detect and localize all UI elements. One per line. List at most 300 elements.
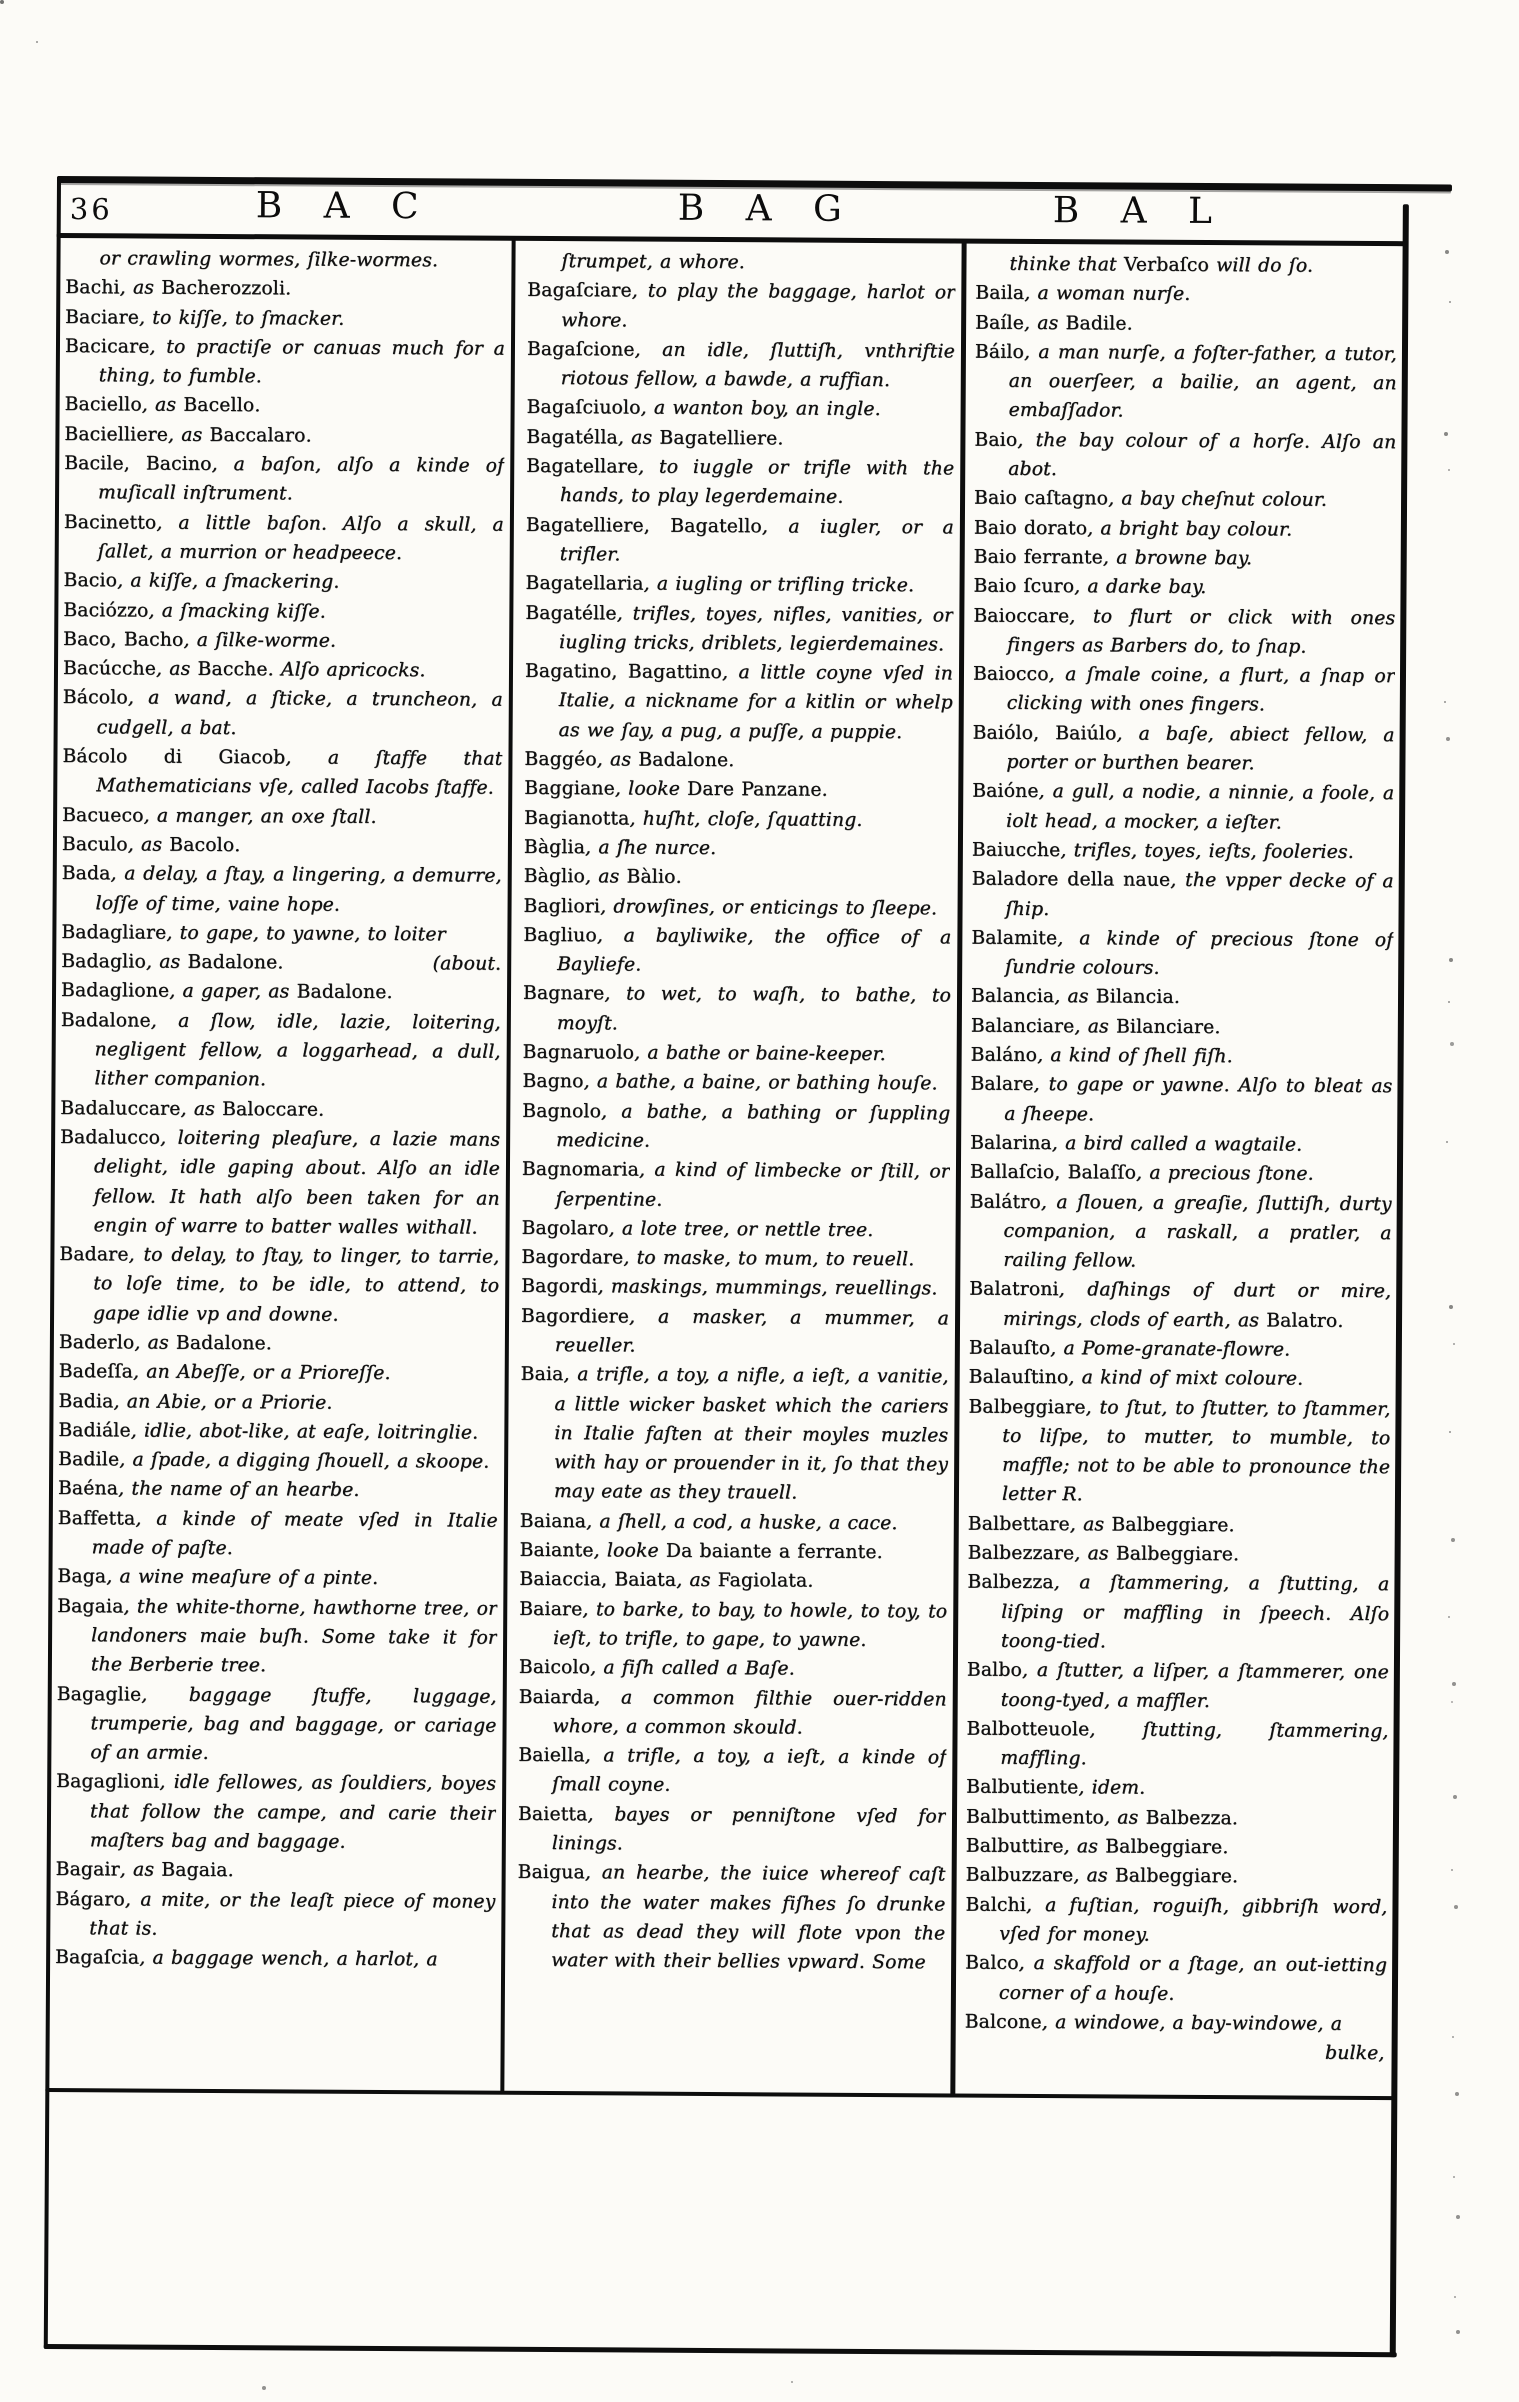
entry-definition: , a baſe, abiect fellow, a porter or burthen bearer. xyxy=(1006,723,1395,775)
cross-reference: Bilancia xyxy=(1095,986,1174,1009)
entry-definition: , to play the baggage, harlot or whore. xyxy=(561,280,956,332)
entry-definition: , a bright bay colour. xyxy=(1087,517,1293,541)
dictionary-entry xyxy=(523,979,951,1040)
entry-headword: Bagaſciuolo xyxy=(526,397,641,420)
entry-definition: , as Bagaia. xyxy=(119,1859,234,1882)
entry-headword: Bacicare xyxy=(64,335,150,358)
entry-headword: Bácolo di Giacob xyxy=(62,746,286,769)
entry-continuation xyxy=(527,247,955,279)
entry-headword: Baio ferrante xyxy=(973,546,1104,569)
dictionary-entry xyxy=(65,273,505,305)
cross-reference: Bacello xyxy=(183,395,255,417)
cross-reference: Balbeggiare xyxy=(1114,1865,1233,1888)
entry-headword: Bagatellare xyxy=(526,455,639,478)
dictionary-entry xyxy=(517,1858,946,1978)
dictionary-entry xyxy=(526,423,954,455)
dictionary-entry xyxy=(64,508,504,569)
dictionary-entry xyxy=(522,1096,950,1157)
entry-definition: , looke Dare Panzane. xyxy=(614,778,828,802)
entry-headword: Baiarda xyxy=(518,1686,595,1708)
dictionary-entry xyxy=(524,862,952,894)
entry-headword: Bachi xyxy=(65,277,120,299)
entry-definition: , a browne bay. xyxy=(1102,547,1253,570)
entry-definition: , a gull, a nodie, a ninnie, a foole, a iolt head, a mocker, a ieſter. xyxy=(1006,781,1395,834)
entry-headword: Baíle xyxy=(975,312,1025,334)
entry-definition: , bayes or penniſtone vſed for linings. xyxy=(551,1803,947,1855)
entry-headword: Baffetta xyxy=(57,1507,136,1530)
entry-definition: , to ſtut, to ſtutter, to ſtammer, to liſpe, to mutter, to mumble, to maffle; not to be able to pronounce the letter R. xyxy=(1001,1396,1391,1506)
cross-reference: Balbeggiare xyxy=(1105,1836,1223,1859)
entry-headword: Baciello xyxy=(64,394,142,416)
dictionary-entry xyxy=(972,718,1394,779)
dictionary-entry xyxy=(65,391,505,423)
entry-definition: , a ſilke-worme. xyxy=(183,629,337,652)
entry-headword: Bàglia xyxy=(523,836,586,859)
entry-headword: Bagatélle xyxy=(525,602,617,624)
dictionary-entry xyxy=(523,891,951,923)
entry-definition: , a wine meaſure of a pinte. xyxy=(106,1566,379,1590)
guide-word-bag: BAG xyxy=(677,187,884,231)
entry-headword: Badalucco xyxy=(60,1126,161,1149)
dictionary-entry xyxy=(55,1943,495,1975)
entry-headword: Baigua xyxy=(517,1862,585,1884)
entry-definition: , a wand, a ſticke, a truncheon, a cudgell, a bat. xyxy=(96,687,503,739)
entry-headword: Baiare xyxy=(519,1598,583,1620)
entry-definition: , an Abie, or a Priorie. xyxy=(113,1390,333,1414)
dictionary-entry xyxy=(966,1714,1388,1775)
dictionary-entry xyxy=(56,1767,497,1858)
dictionary-entry xyxy=(63,566,503,598)
entry-definition: , drowſines, or enticings to ſleepe. xyxy=(600,895,938,919)
entry-headword: Balbuttimento xyxy=(965,1806,1105,1829)
entry-definition: , a precious ſtone. xyxy=(1136,1162,1314,1185)
dictionary-entry xyxy=(519,1565,947,1597)
entry-headword: Bàglio xyxy=(523,866,586,888)
entry-headword: Baietta xyxy=(517,1803,588,1825)
entry-definition: , a ſhell, a cod, a huske, a cace. xyxy=(586,1511,898,1534)
entry-headword: Bacile, Bacino xyxy=(64,453,212,476)
entry-definition: , to delay, to ſtay, to linger, to tarrie, to loſe time, to be idle, to attend, to gape idlie vp and downe. xyxy=(93,1244,500,1326)
entry-definition: , as Balbeggiare. xyxy=(1074,1543,1240,1566)
dictionary-entry xyxy=(524,803,952,835)
entry-headword: Bacúcche xyxy=(62,658,157,680)
dictionary-entry xyxy=(974,513,1396,545)
dictionary-entry xyxy=(64,449,504,510)
cross-reference: Bacolo xyxy=(169,834,235,857)
entry-definition: , loitering pleaſure, a lazie mans delight, idle gaping about. Alſo an idle fellow. It hath alſo been taken for an engin of warre to batter walles withall. xyxy=(93,1127,501,1239)
entry-headword: Baggéo xyxy=(524,748,597,771)
entry-headword: Balamite xyxy=(971,927,1058,949)
dictionary-entry xyxy=(59,1240,500,1331)
cross-reference: Fagiolata xyxy=(717,1570,808,1592)
entry-headword: Baio caſtagno xyxy=(974,487,1109,510)
entry-headword: Baculo xyxy=(61,833,128,856)
entry-definition: , idem. xyxy=(1078,1777,1146,1800)
entry-definition: , a masker, a mummer, a reueller. xyxy=(554,1306,950,1357)
entry-definition: , to barke, to bay, to howle, to toy, to ieſt, to trifle, to gape, to yawne. xyxy=(553,1598,948,1651)
entry-definition: , a ſlouen, a greaſie, ſluttiſh, durty companion, a raskall, a pratler, a railing fellow. xyxy=(1003,1191,1392,1272)
entry-headword: Balancia xyxy=(970,986,1055,1008)
entry-headword: Bagno xyxy=(522,1071,584,1093)
entry-definition: , idlie, abot-like, at eaſe, loitringlie. xyxy=(130,1420,479,1444)
entry-definition: , an Abeſſe, or a Prioreſſe. xyxy=(132,1361,391,1385)
entry-definition: , a kind of ſhell fiſh. xyxy=(1037,1045,1233,1068)
dictionary-entry xyxy=(518,1741,946,1802)
dictionary-entry xyxy=(968,1539,1390,1571)
dictionary-entry xyxy=(974,543,1396,575)
entry-headword: Badagliare xyxy=(61,921,167,944)
dictionary-entry xyxy=(969,1363,1391,1395)
entry-headword: Balbotteuole xyxy=(966,1718,1090,1741)
dictionary-entry xyxy=(518,1682,946,1743)
dictionary-entry xyxy=(523,921,951,982)
entry-definition: , maskings, mummings, reuellings. xyxy=(597,1276,938,1300)
cross-reference: Bacche xyxy=(197,659,268,681)
entry-headword: Bacielliere xyxy=(64,423,169,446)
entry-definition: , a iugling or trifling tricke. xyxy=(643,573,915,597)
entry-definition: , as Badalone. xyxy=(134,1332,273,1355)
entry-continuation xyxy=(65,244,505,276)
entry-headword: Baiólo, Baiúlo xyxy=(972,722,1117,745)
entry-headword: Badile xyxy=(58,1449,120,1471)
dictionary-entry xyxy=(523,1038,951,1070)
entry-headword: Balatroni xyxy=(969,1278,1059,1301)
entry-definition: , a bathe or baine-keeper. xyxy=(634,1042,886,1066)
dictionary-entry xyxy=(967,1656,1389,1717)
entry-headword: Balbettare xyxy=(967,1513,1070,1535)
dictionary-entry xyxy=(973,572,1395,604)
cross-reference: Bilanciare xyxy=(1115,1016,1215,1038)
dictionary-entry xyxy=(975,279,1397,311)
cross-reference: Badalone xyxy=(638,749,729,772)
entry-definition: , a ſtaffe that Mathematicians vſe, called Iacobs ſtaffe. xyxy=(96,747,503,800)
entry-definition: , as Fagiolata. xyxy=(676,1570,814,1592)
entry-definition: , a iugler, or a trifler. xyxy=(559,515,954,566)
entry-headword: Bagatino, Bagattino xyxy=(524,661,723,684)
entry-headword: Baio ſcuro xyxy=(973,575,1075,598)
dictionary-entry xyxy=(974,425,1396,486)
entry-definition: , idle fellowes, as ſouldiers, boyes that follow the campe, and carie their maſters bag and baggage. xyxy=(89,1772,497,1853)
dictionary-entry xyxy=(966,1773,1388,1805)
entry-definition: , as Balbezza. xyxy=(1103,1807,1239,1829)
entry-headword: Bacueco xyxy=(62,804,144,827)
dictionary-entry xyxy=(58,1445,498,1477)
entry-headword: Baioccare xyxy=(973,605,1070,627)
dictionary-entry xyxy=(527,393,955,425)
entry-definition: , a baggage wench, a harlot, a xyxy=(139,1947,438,1971)
text-column-2 xyxy=(516,247,955,2102)
dictionary-entry xyxy=(519,1653,947,1685)
cross-reference: Bagaia xyxy=(161,1859,228,1882)
entry-definition: , a gaper, as Badalone. xyxy=(169,981,393,1004)
entry-definition: , to maske, to mum, to reuell. xyxy=(623,1247,915,1271)
dictionary-entry xyxy=(61,918,501,950)
cross-reference: Balbeggiare xyxy=(1115,1543,1234,1566)
entry-headword: Balco xyxy=(965,1952,1019,1975)
entry-definition: , as Balbeggiare. xyxy=(1073,1865,1239,1888)
dictionary-entry xyxy=(972,836,1394,868)
entry-definition: , as Bacello. xyxy=(141,394,261,417)
entry-definition: , a ſhe nurce. xyxy=(585,837,717,859)
entry-definition: , a bathe, a baine, or bathing houſe. xyxy=(583,1071,938,1095)
text-column-1 xyxy=(54,244,505,2099)
entry-headword: Balauſtino xyxy=(968,1366,1069,1389)
entry-headword: Balbeggiare xyxy=(968,1396,1086,1418)
dictionary-entry xyxy=(521,1302,949,1363)
entry-headword: Bagatellaria xyxy=(525,573,644,595)
dictionary-entry xyxy=(973,601,1395,662)
entry-definition: , as Balbeggiare. xyxy=(1063,1836,1229,1859)
dictionary-entry xyxy=(971,923,1393,984)
dictionary-entry xyxy=(57,1592,498,1683)
entry-headword: Baga xyxy=(57,1566,107,1588)
entry-headword: Badaluccare xyxy=(60,1097,181,1120)
dictionary-entry xyxy=(61,947,501,979)
dictionary-entry xyxy=(527,335,955,396)
dictionary-entry xyxy=(57,1562,497,1594)
entry-definition: , the white-thorne, hawthorne tree, or landoners maie buſh. Some take it for the Berberie tree. xyxy=(90,1596,498,1677)
entry-headword: Báilo xyxy=(974,341,1025,363)
entry-headword: Baióne xyxy=(972,780,1039,803)
entry-definition: , a bayliwike, the office of a Bayliefe. xyxy=(557,925,952,976)
entry-continuation xyxy=(975,250,1397,282)
dictionary-entry xyxy=(59,1357,499,1389)
entry-headword: Baderlo xyxy=(58,1331,135,1354)
dictionary-entry xyxy=(521,1243,949,1275)
dictionary-entry xyxy=(63,596,503,628)
entry-definition: , a little coyne vſed in Italie, a nickname for a kitlin or whelp as we ſay, a pug, a puſſe, a puppie. xyxy=(558,662,954,743)
dictionary-entry xyxy=(58,1416,498,1448)
entry-definition: , looke Da baiante a ferrante. xyxy=(593,1540,883,1564)
entry-definition: , huſht, cloſe, ſquatting. xyxy=(629,808,863,831)
dictionary-entry xyxy=(969,1187,1392,1277)
dictionary-entry xyxy=(970,1070,1392,1131)
entry-headword: Bagnare xyxy=(522,983,605,1005)
entry-definition: , as Baloccare. xyxy=(180,1098,325,1121)
entry-headword: Badiále xyxy=(58,1419,131,1442)
entry-headword: Bagaia xyxy=(57,1595,124,1618)
entry-definition: , to gape, to yawne, to loiter xyxy=(166,922,446,946)
entry-headword: Baiella xyxy=(518,1744,585,1767)
entry-headword: Bagordiere xyxy=(521,1305,630,1328)
dictionary-entry xyxy=(526,511,954,572)
entry-definition: , a common filthie ouer-ridden whore, a common skould. xyxy=(552,1686,947,1739)
dictionary-entry xyxy=(964,2007,1386,2068)
dictionary-entry xyxy=(970,1128,1392,1160)
dictionary-entry xyxy=(62,801,502,833)
entry-headword: Balare xyxy=(970,1073,1034,1096)
dictionary-entry xyxy=(524,745,952,777)
entry-definition: , trifles, toyes, nifles, vanities, or iugling tricks, driblets, legierdemaines. xyxy=(559,602,954,656)
entry-headword: Baggiane xyxy=(524,778,615,800)
entry-headword: Bagliuo xyxy=(523,924,597,947)
entry-headword: Baia xyxy=(520,1364,564,1386)
entry-headword: Baiaccia, Baiata xyxy=(519,1569,677,1592)
entry-definition: , ſtutting, ſtammering, maffling. xyxy=(1000,1719,1389,1770)
dictionary-entry xyxy=(974,484,1396,516)
entry-definition: , as Badalone. xyxy=(145,951,284,974)
entry-definition: , an idle, ſluttiſh, vnthriftie riotous fellow, a bawde, a ruffian. xyxy=(560,339,956,392)
dictionary-entry xyxy=(58,1387,498,1419)
dictionary-entry xyxy=(975,337,1398,427)
dictionary-entry xyxy=(520,1360,949,1509)
entry-definition: , to practiſe or canuas much for a thing, to fumble. xyxy=(98,336,506,388)
entry-definition: , a manger, an oxe ſtall. xyxy=(143,805,377,828)
entry-headword: Bagaſcia xyxy=(55,1947,140,1969)
dictionary-entry xyxy=(972,777,1394,838)
entry-headword: Balbuzzare xyxy=(965,1864,1074,1887)
cross-reference: Badalone xyxy=(175,1332,266,1355)
entry-headword: Bagaſciare xyxy=(527,280,632,302)
entry-headword: Baio dorato xyxy=(973,517,1088,539)
cross-reference: Bàlio xyxy=(626,866,676,889)
entry-headword: Bada xyxy=(61,863,111,885)
entry-headword: Bagnolo xyxy=(522,1100,602,1122)
entry-definition: or crawling wormes, ſilke-wormes. xyxy=(99,248,439,272)
dictionary-entry xyxy=(522,1214,950,1246)
dictionary-entry xyxy=(60,1094,500,1126)
entry-definition: , a skaffold or a ſtage, an out-ietting corner of a houſe. xyxy=(998,1953,1388,2005)
dictionary-entry xyxy=(966,1832,1388,1864)
entry-definition: , the bay colour of a horſe. Alſo an abot. xyxy=(1008,429,1397,481)
entry-definition: , the name of an hearbe. xyxy=(118,1478,360,1502)
entry-definition: , a ſmale coine, a flurt, a ſnap or clicking with ones fingers. xyxy=(1006,664,1396,716)
dictionary-entry xyxy=(62,742,502,803)
entry-definition: , a fiſh called a Baſe. xyxy=(590,1657,795,1680)
entry-definition: , as Badalone. xyxy=(596,749,735,772)
entry-definition: , to wet, to waſh, to bathe, to moyſt. xyxy=(556,983,952,1035)
entry-definition: , baggage ſtuffe, luggage, trumperie, bag and baggage, or cariage of an armie. xyxy=(90,1684,497,1765)
entry-definition: , trifles, toyes, ieſts, fooleries. xyxy=(1060,840,1354,863)
cross-reference: Dare Panzane xyxy=(687,779,822,802)
dictionary-entry xyxy=(967,1568,1390,1658)
dictionary-entry xyxy=(971,865,1393,926)
cross-reference: Badalone xyxy=(187,951,278,974)
entry-headword: Balcone xyxy=(964,2011,1042,2033)
entry-definition: , a trifle, a toy, a ieſt, a kinde of ſmall coyne. xyxy=(552,1745,947,1797)
entry-definition: , a delay, a ſtay, a lingering, a demurre, loſſe of time, vaine hope. xyxy=(95,863,502,916)
entry-definition: , a kind of limbecke or ſtill, or ſerpentine. xyxy=(555,1159,951,1211)
entry-headword: Baiante xyxy=(519,1539,594,1562)
guide-word-bac: BAC xyxy=(255,185,461,228)
dictionary-entry xyxy=(524,833,952,865)
entry-headword: Badaglio xyxy=(61,951,147,973)
entry-definition: , a darke bay. xyxy=(1074,576,1207,599)
dictionary-entry xyxy=(62,830,502,862)
dictionary-entry xyxy=(965,1890,1387,1951)
entry-headword: Balbo xyxy=(966,1659,1023,1682)
entry-definition: , a kind of mixt coloure. xyxy=(1068,1367,1304,1390)
dictionary-entry xyxy=(968,1392,1391,1512)
cross-reference: Badile xyxy=(1065,312,1127,335)
entry-headword: Baláno xyxy=(970,1044,1038,1067)
cross-reference: Da baiante a ferrante xyxy=(665,1540,877,1564)
entry-headword: Badia xyxy=(58,1390,114,1412)
entry-turnover-line: bulke, xyxy=(1325,2042,1385,2065)
dictionary-entry xyxy=(969,1334,1391,1366)
entry-definition: , a woman nurſe. xyxy=(1024,283,1191,306)
entry-definition: , a ſmacking kiſſe. xyxy=(148,600,326,623)
entry-headword: Baila xyxy=(975,282,1025,305)
entry-definition: , a Pome-granate-flowre. xyxy=(1050,1338,1291,1361)
entry-definition: , a baſon, alſo a kinde of muſicall inſtrument. xyxy=(98,454,505,505)
entry-definition: , as Bacherozzoli. xyxy=(119,277,292,300)
entry-headword: Bácolo xyxy=(62,687,128,709)
entry-definition: , a wanton boy, an ingle. xyxy=(640,398,881,421)
entry-definition: , a ſlow, idle, lazie, loitering, negligent fellow, a loggarhead, a dull, lither companion. xyxy=(94,1010,501,1091)
entry-definition: , a kiſſe, a ſmackering. xyxy=(117,570,340,593)
dictionary-entry xyxy=(522,1155,950,1216)
entry-headword: Balanciare xyxy=(970,1015,1075,1037)
entry-definition: , a ſpade, a digging ſhouell, a skoope. xyxy=(119,1449,490,1473)
entry-definition: , daſhings of durt or mire, mirings, clods of earth, as Balatro. xyxy=(1002,1279,1392,1332)
dictionary-entry xyxy=(63,683,503,744)
dictionary-entry xyxy=(518,1800,946,1861)
dictionary-entry xyxy=(61,976,501,1008)
entry-headword: Baiucche xyxy=(971,839,1061,862)
entry-headword: Balarina xyxy=(970,1132,1052,1154)
cross-reference: Baccalaro xyxy=(209,424,306,447)
dictionary-entry xyxy=(966,1802,1388,1834)
entry-definition: , as Bilanciare. xyxy=(1074,1015,1221,1038)
dictionary-entry xyxy=(971,1041,1393,1073)
entry-headword: Balauſto xyxy=(968,1337,1051,1360)
entry-definition: , to flurt or click with ones fingers as Barbers do, to ſnap. xyxy=(1007,605,1396,658)
cross-reference: Balatro xyxy=(1266,1310,1338,1332)
dictionary-entry xyxy=(970,1158,1392,1190)
entry-definition: , a bird called a wagtaile. xyxy=(1051,1132,1303,1156)
entry-headword: Bágaro xyxy=(55,1888,125,1911)
entry-headword: Baco, Bacho xyxy=(63,628,184,651)
cross-reference: Bacherozzoli xyxy=(161,277,286,300)
entry-definition: , a windowe, a bay-windowe, a xyxy=(1041,2011,1343,2035)
entry-headword: Bagatelliere, Bagatello xyxy=(525,514,762,537)
dictionary-entry xyxy=(63,654,503,686)
dictionary-entry xyxy=(526,452,954,513)
dictionary-entry xyxy=(519,1594,947,1655)
entry-headword: Bagnomaria xyxy=(521,1159,640,1181)
entry-headword: Ballaſcio, Balaſſo xyxy=(969,1161,1137,1184)
entry-definition: , a lote tree, or nettle tree. xyxy=(608,1218,874,1241)
entry-definition: , a ſtutter, a liſper, a ſtammerer, one toong-tyed, a maffler. xyxy=(1000,1660,1389,1712)
dictionary-entry xyxy=(520,1507,948,1539)
entry-headword: Balchi xyxy=(965,1894,1027,1916)
dictionary-entry xyxy=(973,660,1395,721)
entry-headword: Badeſſa xyxy=(58,1361,134,1383)
entry-headword: Balbezza xyxy=(967,1571,1054,1594)
entry-headword: Baicolo xyxy=(518,1657,591,1679)
dictionary-entry xyxy=(968,1509,1390,1541)
entry-headword: Badare xyxy=(59,1244,129,1266)
entry-definition: , to gape or yawne. Alſo to bleat as a ſheepe. xyxy=(1004,1074,1393,1125)
entry-headword: Badaglione xyxy=(60,980,170,1003)
entry-definition: thinke that Verbaſco will do ſo. xyxy=(1009,253,1314,277)
entry-headword: Baio xyxy=(974,429,1018,451)
dictionary-entry xyxy=(971,982,1393,1014)
entry-headword: Bacinetto xyxy=(63,511,157,534)
entry-definition: , an hearbe, the iuice whereof caſt into the water makes fiſhes ſo drunke that as dead they will flote vpon the water with their bellies vpward. Some xyxy=(551,1862,946,1974)
dictionary-entry xyxy=(60,1123,501,1243)
dictionary-entry xyxy=(58,1474,498,1506)
entry-headword: Balbezzare xyxy=(967,1542,1075,1565)
dictionary-entry xyxy=(524,774,952,806)
page-number: 36 xyxy=(69,192,113,227)
entry-definition: , a ſtammering, a ſtutting, a liſping or maffling in ſpeech. Alſo toong-tied. xyxy=(1001,1572,1390,1653)
entry-definition: , a kinde of meate vſed in Italie made of paſte. xyxy=(91,1508,498,1560)
text-column-3 xyxy=(964,250,1397,2105)
entry-definition: , as Badile. xyxy=(1023,312,1133,335)
dictionary-entry xyxy=(969,1275,1391,1336)
